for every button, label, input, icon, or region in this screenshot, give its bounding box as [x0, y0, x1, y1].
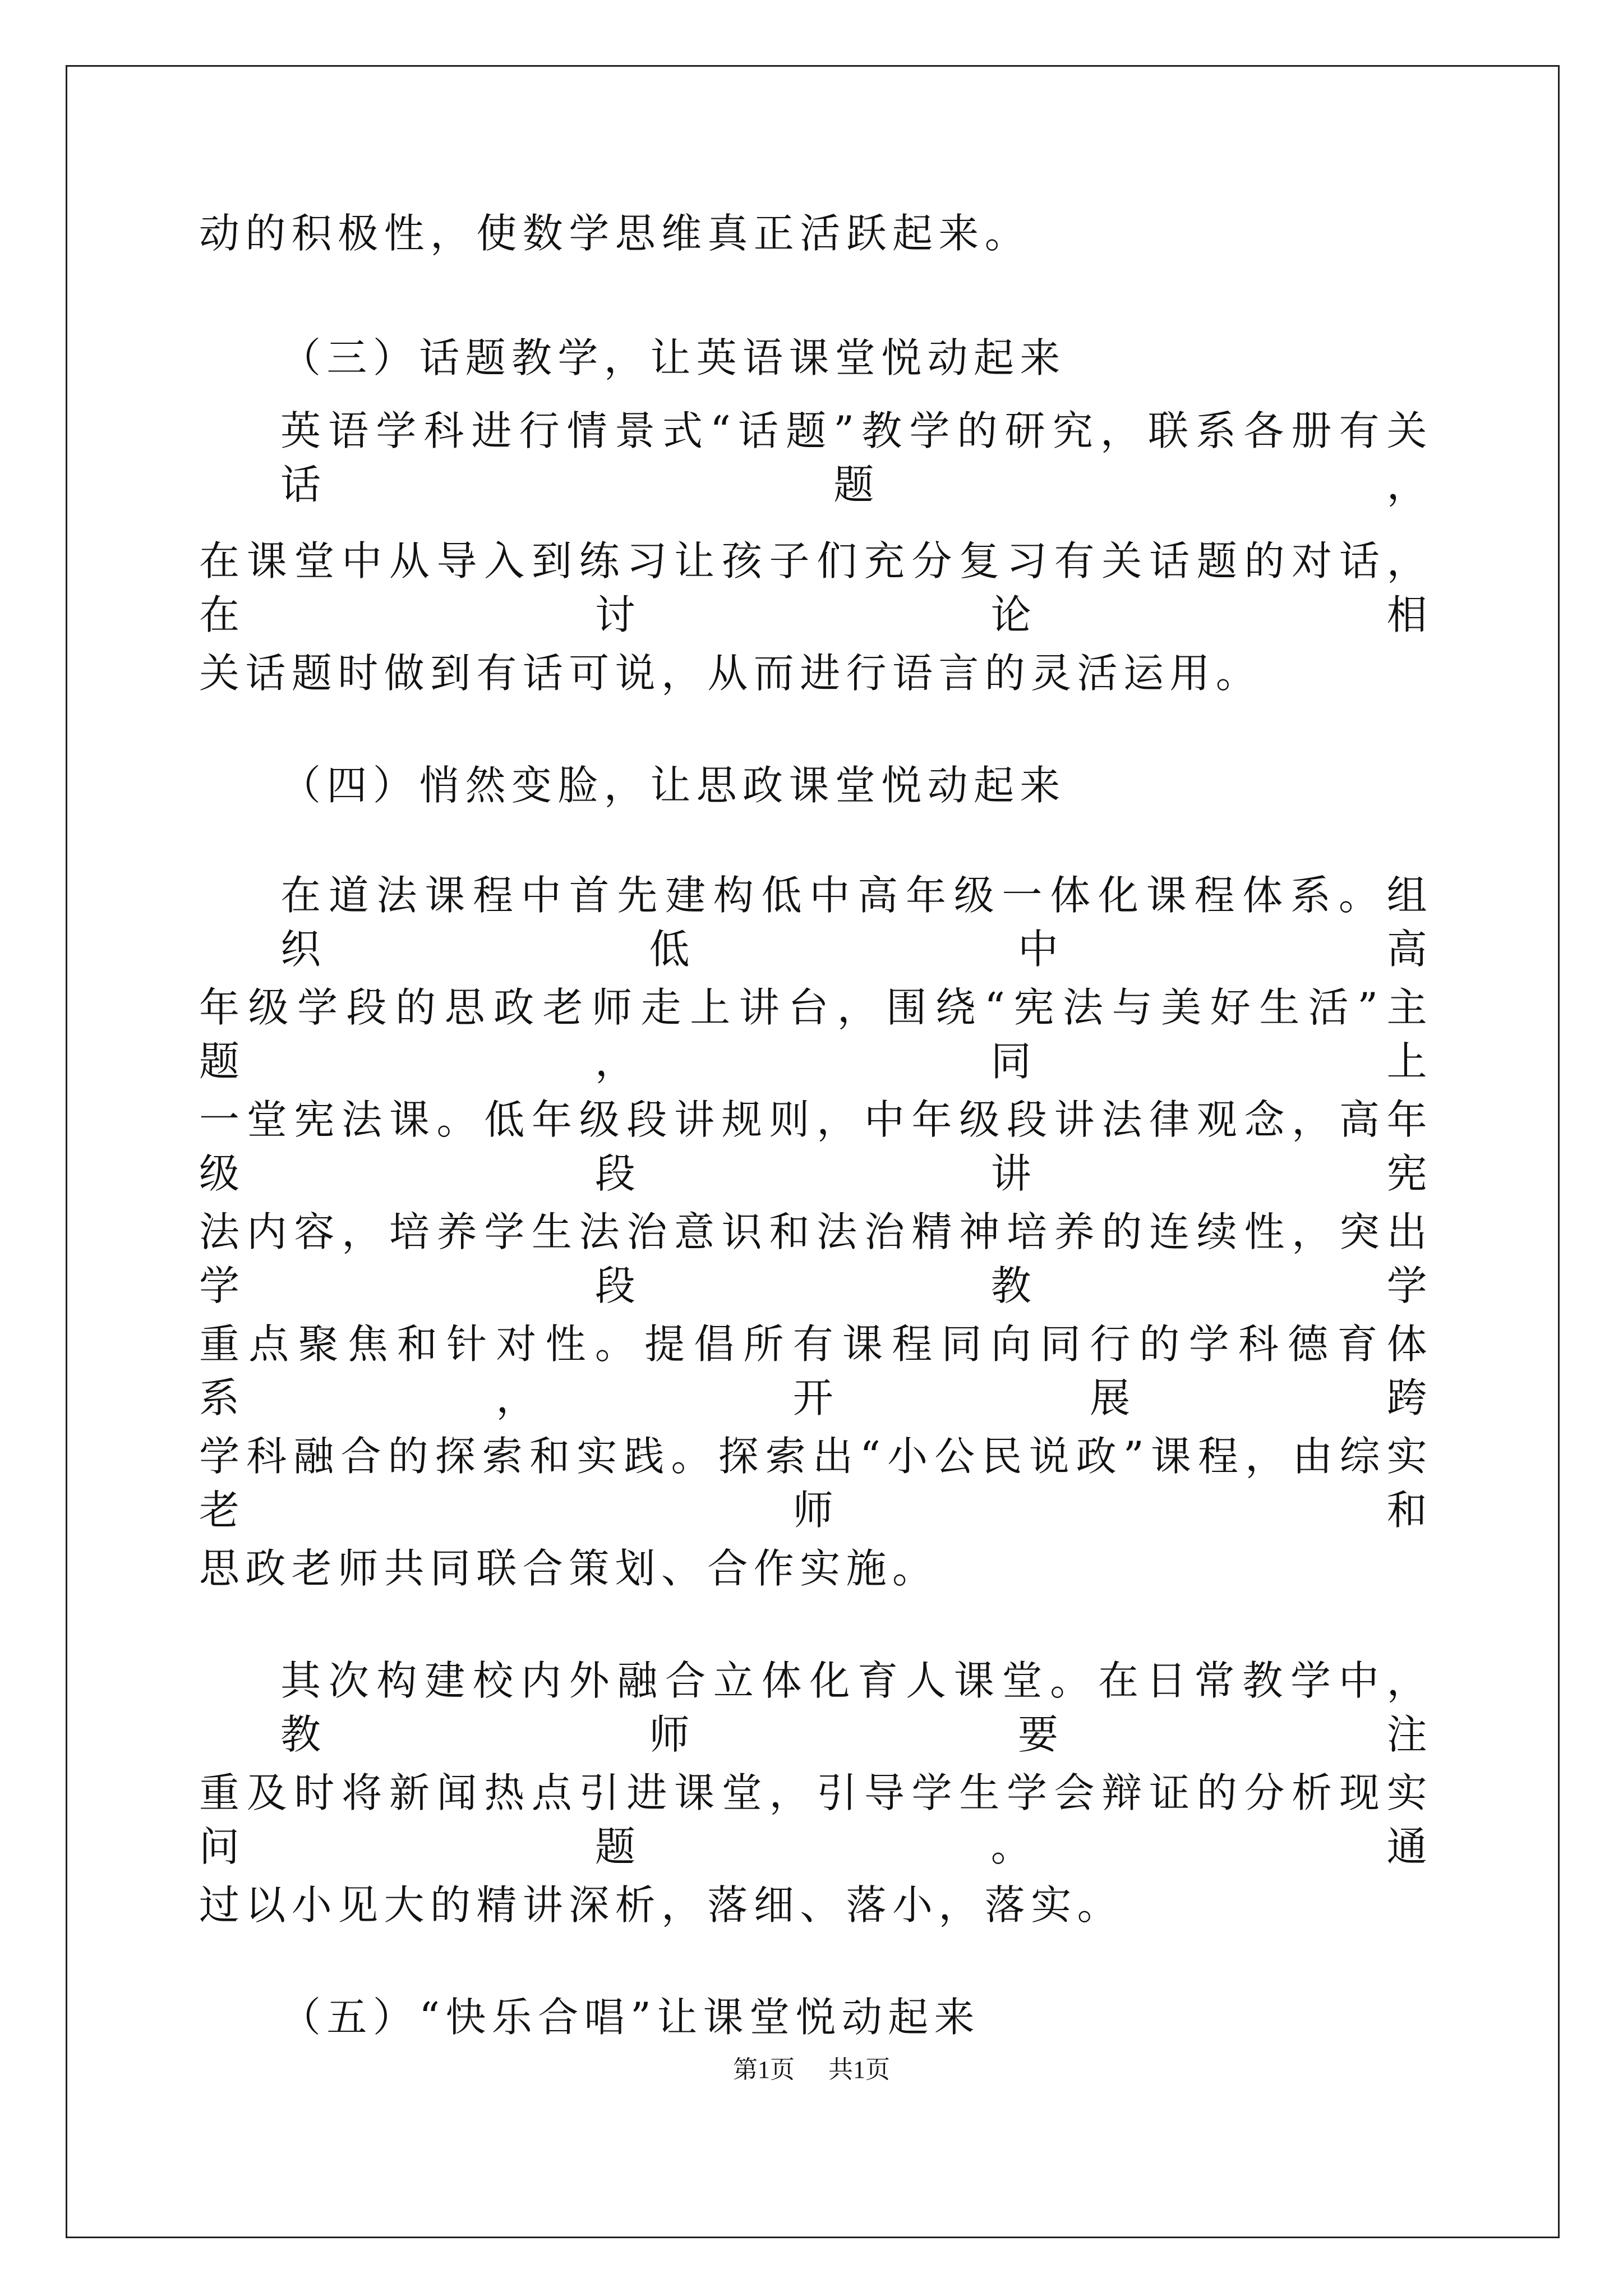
paragraph-line: 年级学段的思政老师走上讲台，围绕“宪法与美好生活”主题，同上: [199, 984, 1433, 1085]
paragraph-line: 一堂宪法课。低年级段讲规则，中年级段讲法律观念，高年级段讲宪: [199, 1096, 1433, 1197]
section-heading-5: （五）“快乐合唱”让课堂悦动起来: [280, 1994, 981, 2041]
paragraph-line: 英语学科进行情景式“话题”教学的研究，联系各册有关话题，: [280, 407, 1433, 508]
page-footer: [0, 2053, 1623, 2087]
page-number: 第1页: [733, 2056, 795, 2083]
paragraph-line: 动的积极性，使数学思维真正活跃起来。: [199, 210, 1031, 257]
section-heading-3: （三）话题教学，让英语课堂悦动起来: [280, 334, 1066, 381]
paragraph-line: 重点聚焦和针对性。提倡所有课程同向同行的学科德育体系，开展跨: [199, 1320, 1433, 1421]
paragraph-line: 在道法课程中首先建构低中高年级一体化课程体系。组织低中高: [280, 872, 1433, 973]
paragraph-line: 关话题时做到有话可说，从而进行语言的灵活运用。: [199, 650, 1262, 697]
paragraph-line: 在课堂中从导入到练习让孩子们充分复习有关话题的对话，在讨论相: [199, 537, 1433, 638]
paragraph-line: 学科融合的探索和实践。探索出“小公民说政”课程，由综实老师和: [199, 1433, 1433, 1534]
paragraph-line: 法内容，培养学生法治意识和法治精神培养的连续性，突出学段教学: [199, 1208, 1433, 1309]
paragraph-line: 重及时将新闻热点引进课堂，引导学生学会辩证的分析现实问题。通: [199, 1769, 1433, 1870]
paragraph-line: 其次构建校内外融合立体化育人课堂。在日常教学中，教师要注: [280, 1657, 1433, 1758]
paragraph-line: 思政老师共同联合策划、合作实施。: [199, 1545, 939, 1592]
section-heading-4: （四）悄然变脸，让思政课堂悦动起来: [280, 762, 1066, 809]
page-total: 共1页: [828, 2056, 890, 2083]
paragraph-line: 过以小见大的精讲深析，落细、落小，落实。: [199, 1881, 1124, 1929]
